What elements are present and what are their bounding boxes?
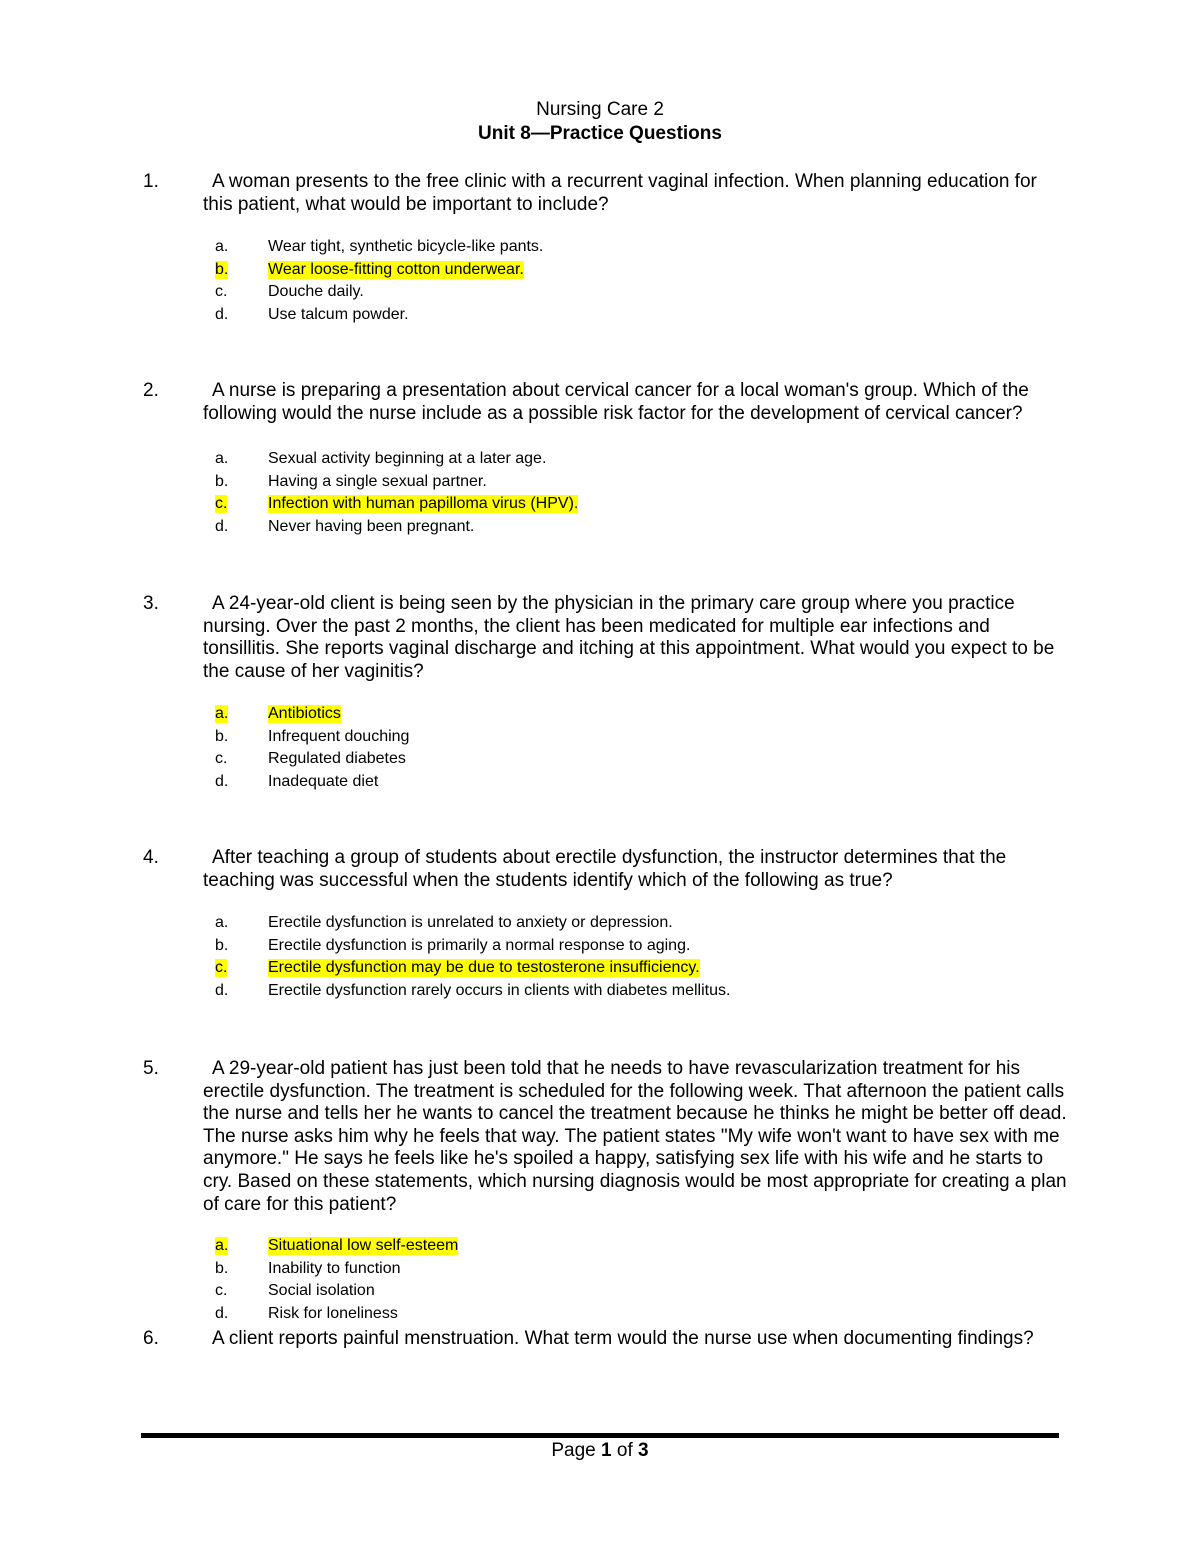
total-pages: 3 <box>638 1440 649 1461</box>
question-text: After teaching a group of students about erectile dysfunction, the instructor determines that the teaching was successful when the students identify which of the following as true? <box>203 847 1007 891</box>
option-c: c. Douche daily. <box>215 283 364 301</box>
question-number: 4. <box>143 847 159 868</box>
question-text: A nurse is preparing a presentation about cervical cancer for a local woman's group. Which of the following would the nurse include as a possible risk factor for the development of cervical cancer? <box>203 380 1029 424</box>
option-c-answer: c. Infection with human papilloma virus (HPV). <box>215 495 579 513</box>
footer-divider <box>141 1433 1059 1438</box>
option-b: b. Having a single sexual partner. <box>215 472 487 490</box>
options-2 <box>0 450 1200 540</box>
option-d: d. Erectile dysfunction rarely occurs in clients with diabetes mellitus. <box>215 981 731 999</box>
question-number: 1. <box>143 171 159 192</box>
document-header <box>0 98 1200 146</box>
question-text: A client reports painful menstruation. What term would the nurse use when documenting findings? <box>212 1328 1034 1349</box>
options-5 <box>0 1237 1200 1327</box>
option-d: d. Never having been pregnant. <box>215 517 475 535</box>
question-number: 5. <box>143 1058 159 1079</box>
unit-title: Unit 8—Practice Questions <box>478 123 722 144</box>
option-c-answer: c. Erectile dysfunction may be due to testosterone insufficiency. <box>215 959 700 977</box>
page-number: 1 <box>601 1440 612 1461</box>
options-3 <box>0 705 1200 795</box>
option-b-answer: b. Wear loose-fitting cotton underwear. <box>215 260 524 278</box>
option-b: b. Erectile dysfunction is primarily a normal response to aging. <box>215 936 691 954</box>
option-d: d. Inadequate diet <box>215 772 379 790</box>
options-1 <box>0 238 1200 328</box>
option-d: d. Risk for loneliness <box>215 1304 398 1322</box>
question-number: 6. <box>143 1328 159 1349</box>
option-a: a. Wear tight, synthetic bicycle-like pants. <box>215 238 544 255</box>
question-number: 2. <box>143 380 159 401</box>
option-d: d. Use talcum powder. <box>215 305 409 323</box>
question-text: A 24-year-old client is being seen by the physician in the primary care group where you practice nursing. Over the past 2 months, the client has been medicated for multiple ear infections and tonsillitis. She reports vaginal discharge and itching at this appointment. What would you expect to be the cause of her vaginitis? <box>203 593 1055 682</box>
option-a-answer: a. Situational low self-esteem <box>215 1237 459 1254</box>
question-text: A woman presents to the free clinic with a recurrent vaginal infection. When planning education for this patient, what would be important to include? <box>203 171 1037 215</box>
options-4 <box>0 914 1200 1004</box>
of-label: of <box>616 1440 633 1461</box>
option-b: b. Infrequent douching <box>215 727 410 745</box>
page-label: Page <box>551 1440 596 1461</box>
question-text: A 29-year-old patient has just been told that he needs to have revascularization treatment for his erectile dysfunction. The treatment is scheduled for the following week. That afternoon the patient calls the nurse and tells her he wants to cancel the treatment because he thinks he might be better off dead. The nurse asks him why he feels that way. The patient states "My wife won't want to have sex with me anymore." He says he feels like he's spoiled a happy, satisfying sex life with his wife and he starts to cry. Based on these statements, which nursing diagnosis would be most appropriate for creating a plan of care for this patient? <box>203 1058 1067 1215</box>
option-c: c. Social isolation <box>215 1282 375 1300</box>
option-a: a. Sexual activity beginning at a later age. <box>215 450 547 467</box>
option-c: c. Regulated diabetes <box>215 750 406 768</box>
page-footer <box>0 1440 1200 1462</box>
course-title: Nursing Care 2 <box>536 99 664 120</box>
option-a-answer: a. Antibiotics <box>215 705 341 722</box>
question-number: 3. <box>143 593 159 614</box>
option-a: a. Erectile dysfunction is unrelated to anxiety or depression. <box>215 914 673 931</box>
option-b: b. Inability to function <box>215 1259 401 1277</box>
